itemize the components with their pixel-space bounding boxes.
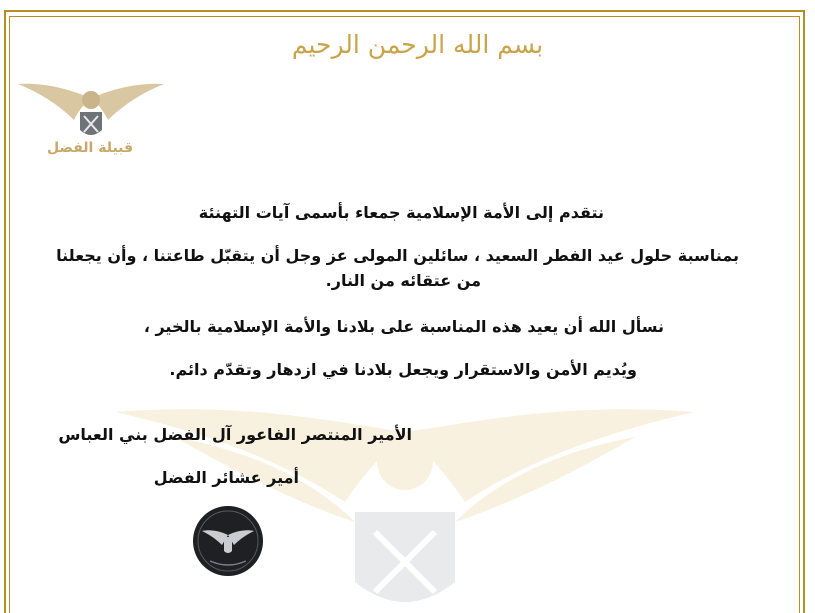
eagle-seal-icon [192, 505, 264, 577]
greeting-line-1: نتقدم إلى الأمة الإسلامية جمعاء بأسمى آيات التهنئة [198, 203, 604, 222]
signature-name: الأمير المنتصر الفاعور آل الفضل بني العباس [58, 425, 412, 444]
logo-caption: قبيلة الفضل [46, 140, 134, 156]
greeting-line-4: نسأل الله أن يعيد هذه المناسبة على بلادنا والأمة الإسلامية بالخير ، [143, 317, 664, 336]
greeting-line-5: ويُديم الأمن والاستقرار ويجعل بلادنا في ازدهار وتقدّم دائم. [169, 360, 637, 379]
signature-title: أمير عشائر الفضل [153, 468, 299, 487]
greeting-line-2: بمناسبة حلول عيد الفطر السعيد ، سائلين المولى عز وجل أن يتقبّل طاعتنا ، وأن يجعلنا [56, 246, 739, 265]
greeting-line-3: من عتقائه من النار. [325, 271, 481, 290]
basmala-heading: بسم الله الرحمن الرحيم [291, 30, 544, 59]
